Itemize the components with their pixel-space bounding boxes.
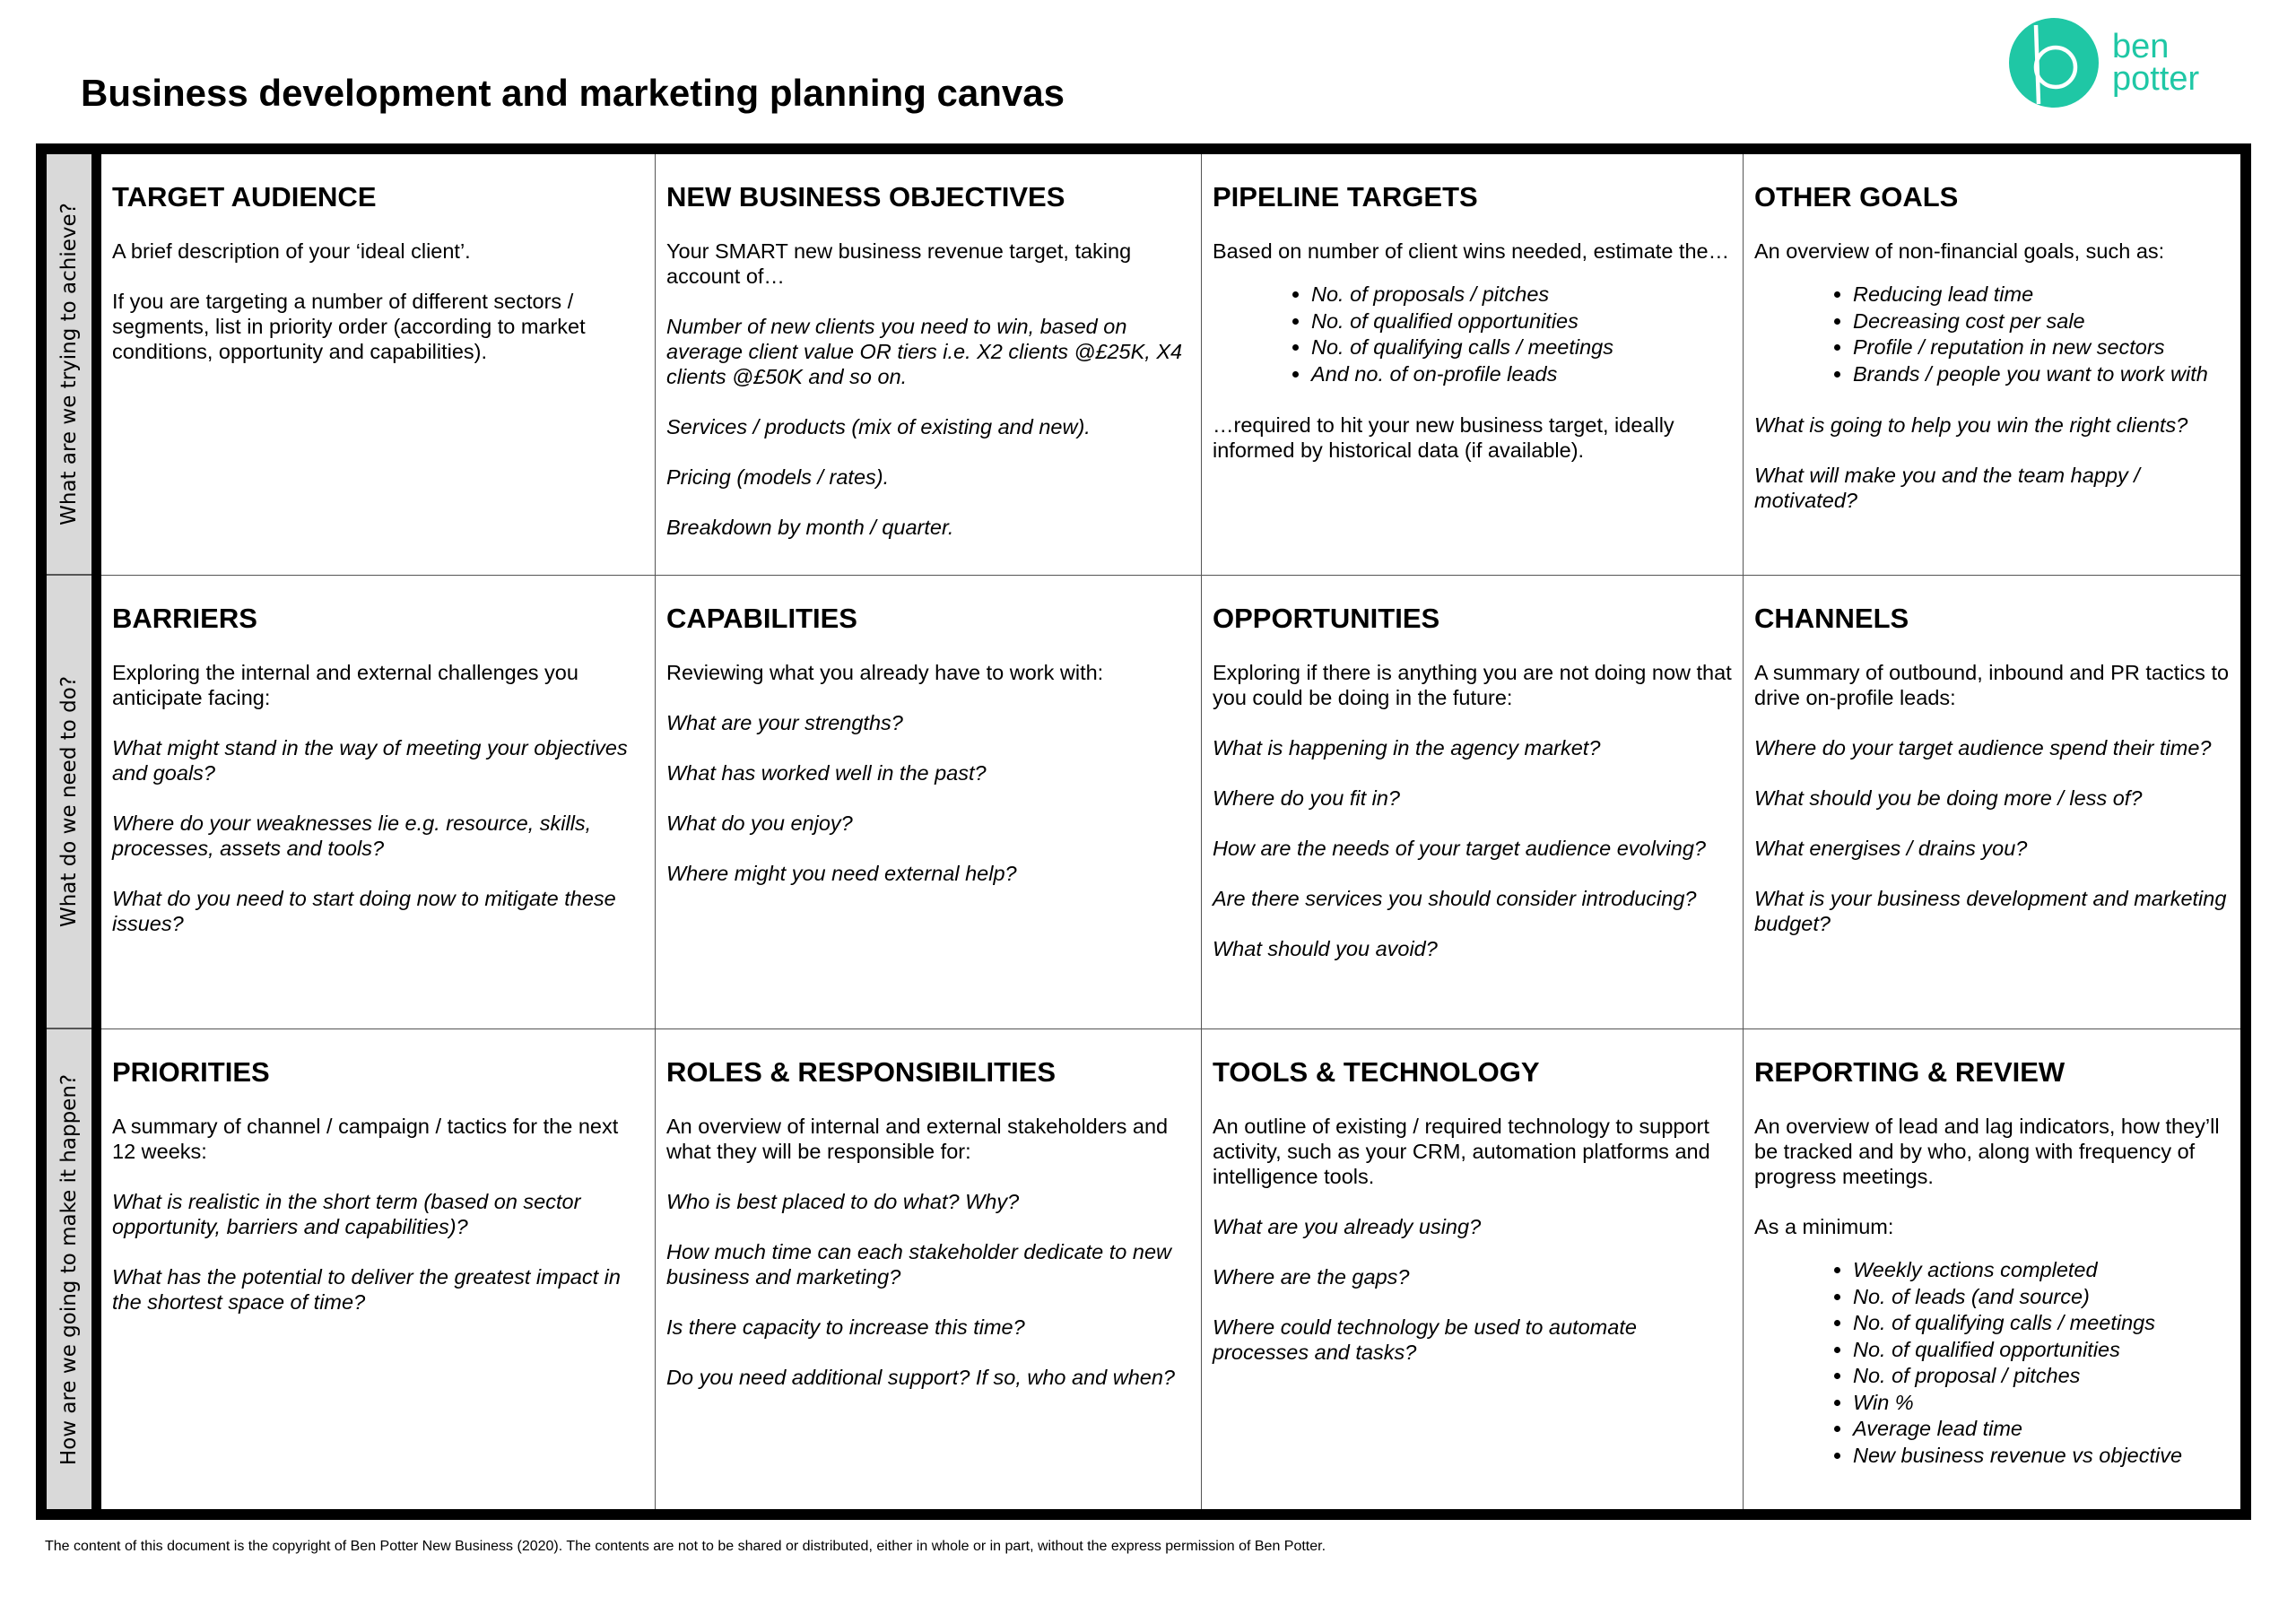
section-heading: REPORTING & REVIEW: [1754, 1056, 2066, 1088]
prompt-question: Where could technology be used to automate processes and tasks?: [1213, 1315, 1637, 1364]
section-heading: CHANNELS: [1754, 603, 1909, 634]
canvas-section-barriers[interactable]: [101, 576, 655, 1029]
section-description: A summary of channel / campaign / tactics for the next 12 weeks:: [112, 1115, 619, 1163]
section-heading: PRIORITIES: [112, 1056, 270, 1088]
planning-canvas-grid: [36, 143, 2251, 1520]
bullet-list: [1213, 282, 1732, 387]
section-heading: TOOLS & TECHNOLOGY: [1213, 1056, 1540, 1088]
prompt-question: Do you need additional support? If so, who and when?: [666, 1366, 1176, 1389]
canvas-section-tools-technology[interactable]: [1201, 1029, 1743, 1509]
page-title: Business development and marketing planning canvas: [81, 72, 1065, 114]
bullet-item: • Decreasing cost per sale: [1853, 308, 2230, 335]
section-description: Your SMART new business revenue target, taking account of…: [666, 239, 1132, 288]
canvas-section-target-audience[interactable]: [101, 154, 655, 576]
prompt-question: Where are the gaps?: [1213, 1265, 1410, 1289]
prompt-question: What has the potential to deliver the greatest impact in the shortest space of time?: [112, 1265, 621, 1314]
logo-b-icon: [2009, 18, 2099, 108]
section-heading: CAPABILITIES: [666, 603, 857, 634]
bullet-item: • No. of leads (and source): [1853, 1284, 2230, 1311]
prompt-question: What is your business development and marketing budget?: [1754, 887, 2227, 935]
logo-text-line1: ben: [2112, 28, 2170, 65]
section-heading: OTHER GOALS: [1754, 181, 1959, 213]
prompt-question: What are you already using?: [1213, 1215, 1482, 1238]
canvas-section-capabilities[interactable]: [655, 576, 1201, 1029]
prompt-question: What do you enjoy?: [666, 812, 853, 835]
section-description: Based on number of client wins needed, estimate the…: [1213, 239, 1730, 263]
canvas-section-channels[interactable]: [1743, 576, 2240, 1029]
bullet-item: • No. of proposals / pitches: [1311, 282, 1732, 308]
prompt-question: What do you need to start doing now to mitigate these issues?: [112, 887, 616, 935]
prompt-question: What is going to help you win the right clients?: [1754, 413, 2188, 437]
bullet-item: • No. of qualified opportunities: [1853, 1337, 2230, 1364]
prompt-question: Where do your weaknesses lie e.g. resource, skills, processes, assets and tools?: [112, 812, 592, 860]
ben-potter-logo: [2009, 18, 2233, 112]
row-divider-bar: [91, 576, 101, 1029]
section-heading: BARRIERS: [112, 603, 257, 634]
bullet-item: • Profile / reputation in new sectors: [1853, 334, 2230, 361]
prompt-question: What has worked well in the past?: [666, 761, 987, 785]
prompt-question: Is there capacity to increase this time?: [666, 1315, 1025, 1339]
section-description: A brief description of your ‘ideal client’.: [112, 239, 471, 263]
prompt-question: What is happening in the agency market?: [1213, 736, 1601, 759]
section-description: An overview of lead and lag indicators, how they’ll be tracked and by who, along with frequency of progress meetings.: [1754, 1115, 2220, 1188]
section-description: If you are targeting a number of different sectors / segments, list in priority order (according to market conditions, opportunity and capabilities).: [112, 290, 586, 363]
section-heading: OPPORTUNITIES: [1213, 603, 1440, 634]
section-description: …required to hit your new business target, ideally informed by historical data (if available).: [1213, 413, 1674, 462]
prompt-question: Where do you fit in?: [1213, 786, 1400, 810]
bullet-list: [1754, 1257, 2230, 1469]
canvas-section-opportunities[interactable]: [1201, 576, 1743, 1029]
section-description: A summary of outbound, inbound and PR tactics to drive on-profile leads:: [1754, 661, 2230, 709]
prompt-question: Where do your target audience spend their time?: [1754, 736, 2212, 759]
bullet-item: • New business revenue vs objective: [1853, 1443, 2230, 1470]
prompt-question: Are there services you should consider introducing?: [1213, 887, 1697, 910]
copyright-footer: The content of this document is the copyright of Ben Potter New Business (2020). The contents are not to be shared or distributed, either in whole or in part, without the express permission of Ben Potter.: [45, 1539, 1326, 1554]
logo-text-line2: potter: [2112, 60, 2200, 98]
prompt-question: What should you avoid?: [1213, 937, 1438, 960]
prompt-question: What is realistic in the short term (based on sector opportunity, barriers and capabilities)?: [112, 1190, 581, 1238]
prompt-question: What will make you and the team happy / motivated?: [1754, 464, 2140, 512]
bullet-item: • And no. of on-profile leads: [1311, 361, 1732, 388]
row-label-text: What do we need to do?: [57, 675, 81, 928]
canvas-section-new-business-objectives[interactable]: [655, 154, 1201, 576]
logo-text: [2112, 28, 2200, 98]
bullet-item: • No. of qualifying calls / meetings: [1311, 334, 1732, 361]
prompt-question: What should you be doing more / less of?: [1754, 786, 2143, 810]
prompt-question: Who is best placed to do what? Why?: [666, 1190, 1020, 1213]
row-divider-bar: [91, 154, 101, 576]
canvas-section-other-goals[interactable]: [1743, 154, 2240, 576]
section-description: Exploring the internal and external challenges you anticipate facing:: [112, 661, 578, 709]
bullet-item: • Weekly actions completed: [1853, 1257, 2230, 1284]
prompt-question: How are the needs of your target audience evolving?: [1213, 837, 1706, 860]
prompt-question: Breakdown by month / quarter.: [666, 516, 954, 539]
section-description: Reviewing what you already have to work with:: [666, 661, 1104, 684]
section-description: As a minimum:: [1754, 1215, 1894, 1238]
prompt-question: Services / products (mix of existing and new).: [666, 415, 1091, 438]
bullet-item: • Reducing lead time: [1853, 282, 2230, 308]
bullet-item: • No. of qualifying calls / meetings: [1853, 1310, 2230, 1337]
section-description: An overview of non-financial goals, such as:: [1754, 239, 2165, 263]
bullet-list: [1754, 282, 2230, 387]
section-description: An overview of internal and external stakeholders and what they will be responsible for:: [666, 1115, 1169, 1163]
canvas-section-priorities[interactable]: [101, 1029, 655, 1509]
bullet-item: • No. of proposal / pitches: [1853, 1363, 2230, 1390]
prompt-question: What might stand in the way of meeting your objectives and goals?: [112, 736, 628, 785]
section-description: An outline of existing / required technology to support activity, such as your CRM, automation platforms and intelligence tools.: [1213, 1115, 1710, 1188]
prompt-question: Number of new clients you need to win, based on average client value OR tiers i.e. X2 clients @£25K, X4 clients @£50K and so on.: [666, 315, 1183, 388]
prompt-question: Pricing (models / rates).: [666, 465, 890, 489]
row-label: [47, 576, 91, 1029]
row-label: [47, 1029, 91, 1509]
row-label: [47, 154, 91, 576]
canvas-section-reporting-review[interactable]: [1743, 1029, 2240, 1509]
prompt-question: What are your strengths?: [666, 711, 903, 734]
bullet-item: • Average lead time: [1853, 1416, 2230, 1443]
section-heading: ROLES & RESPONSIBILITIES: [666, 1056, 1057, 1088]
canvas-section-pipeline-targets[interactable]: [1201, 154, 1743, 576]
section-heading: TARGET AUDIENCE: [112, 181, 377, 213]
row-divider-bar: [91, 1029, 101, 1509]
prompt-question: How much time can each stakeholder dedicate to new business and marketing?: [666, 1240, 1172, 1289]
bullet-item: • Brands / people you want to work with: [1853, 361, 2230, 388]
bullet-item: • No. of qualified opportunities: [1311, 308, 1732, 335]
prompt-question: What energises / drains you?: [1754, 837, 2028, 860]
section-description: Exploring if there is anything you are not doing now that you could be doing in the future:: [1213, 661, 1732, 709]
row-label-text: How are we going to make it happen?: [57, 1073, 81, 1465]
canvas-section-roles-responsibilities[interactable]: [655, 1029, 1201, 1509]
section-heading: PIPELINE TARGETS: [1213, 181, 1478, 213]
bullet-item: • Win %: [1853, 1390, 2230, 1417]
prompt-question: Where might you need external help?: [666, 862, 1017, 885]
section-heading: NEW BUSINESS OBJECTIVES: [666, 181, 1065, 213]
row-label-text: What are we trying to achieve?: [57, 203, 81, 525]
